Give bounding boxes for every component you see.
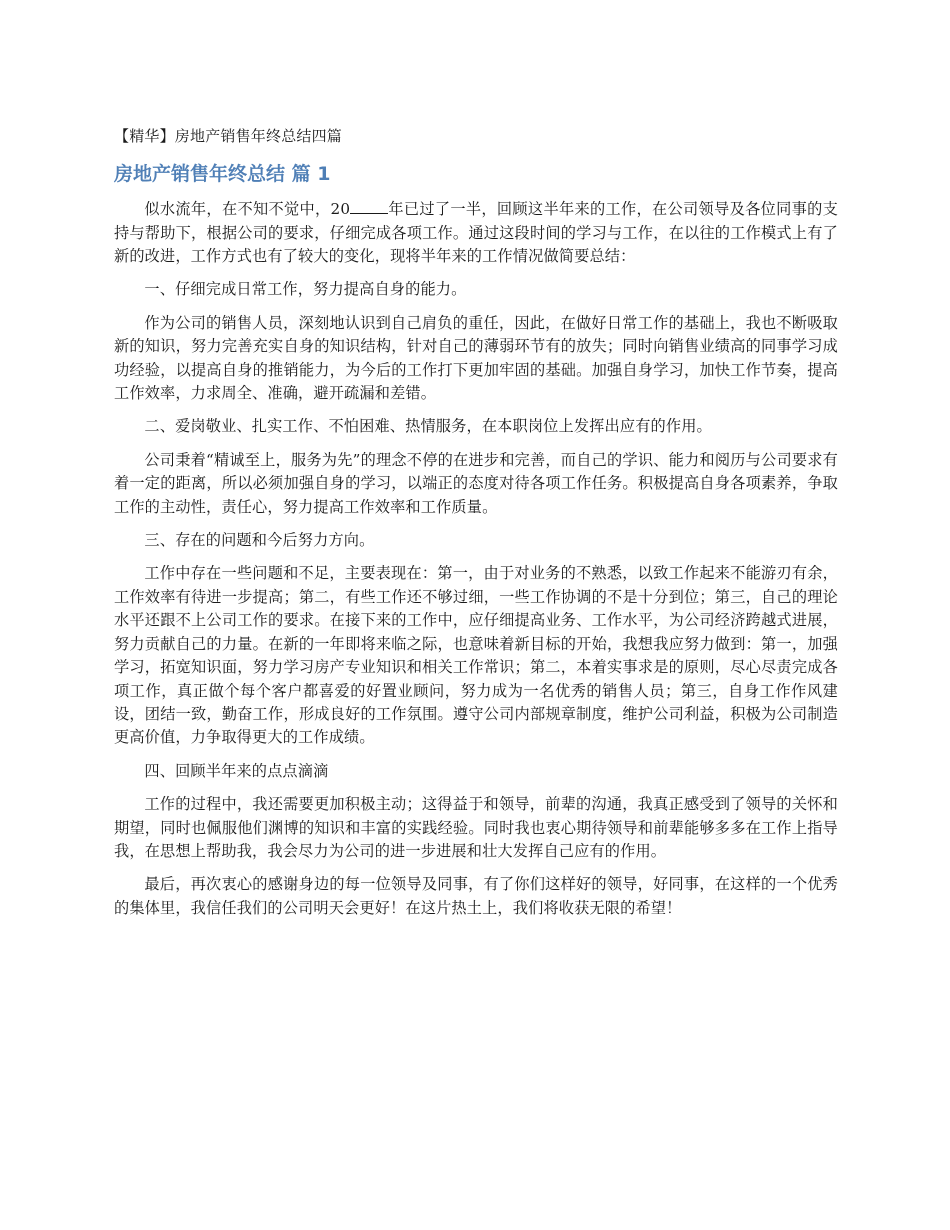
paragraph-body: 作为公司的销售人员，深刻地认识到自己肩负的重任，因此，在做好日常工作的基础上，我也不断吸取新的知识，努力完善充实自身的知识结构，针对自己的薄弱环节有的放失；同时向销售业绩高的同事学习成功经验，以提高自身的推销能力，为今后的工作打下更加牢固的基础。加强自身学习，加快工作节奏，提高工作效率，力求周全、准确，避开疏漏和差错。 — [114, 313, 838, 403]
heading-item-3: 三、存在的问题和今后努力方向。 — [144, 531, 375, 550]
paragraph-intro-start: 似水流年，在不知不觉中，20 — [144, 200, 351, 219]
section-heading: 房地产销售年终总结 篇 1 — [114, 163, 331, 185]
paragraph-body: 工作的过程中，我还需要更加积极主动；这得益于和领导，前辈的沟通，我真正感受到了领导的关怀和期望，同时也佩服他们渊博的知识和丰富的实践经验。同时我也衷心期待领导和前辈能够多多在工作上指导我，在思想上帮助我，我会尽力为公司的进一步进展和壮大发挥自己应有的作用。 — [114, 795, 838, 860]
heading-item-1: 一、仔细完成日常工作，努力提高自身的能力。 — [144, 280, 467, 299]
paragraph-body: 工作中存在一些问题和不足，主要表现在：第一，由于对业务的不熟悉，以致工作起来不能游刃有余，工作效率有待进一步提高；第二，有些工作还不够过细，一些工作协调的不是十分到位；第三，自己的理论水平还跟不上公司工作的要求。在接下来的工作中，应仔细提高业务、工作水平，为公司经济跨越式进展，努力贡献自己的力量。在新的一年即将来临之际，也意味着新目标的开始，我想我应努力做到：第一，加强学习，拓宽知识面，努力学习房产专业知识和相关工作常识；第二，本着实事求是的原则，尽心尽责完成各项工作，真正做个每个客户都喜爱的好置业顾问，努力成为一名优秀的销售人员；第三，自身工作作风建设，团结一致，勤奋工作，形成良好的工作氛围。遵守公司内部规章制度，维护公司利益，积极为公司制造更高价值，力争取得更大的工作成绩。 — [114, 564, 838, 747]
document-title: 【精华】房地产销售年终总结四篇 — [114, 127, 343, 145]
paragraph-closing: 最后，再次衷心的感谢身边的每一位领导及同事，有了你们这样好的领导，好同事，在这样的一个优秀的集体里，我信任我们的公司明天会更好！在这片热土上，我们将收获无限的希望！ — [114, 875, 838, 917]
document-page — [114, 124, 838, 930]
heading-item-2: 二、爱岗敬业、扎实工作、不怕困难、热情服务，在本职岗位上发挥出应有的作用。 — [144, 417, 712, 436]
paragraph-body: 公司秉着“精诚至上，服务为先”的理念不停的在进步和完善，而自己的学识、能力和阅历与公司要求有着一定的距离，所以必须加强自身的学习，以端正的态度对待各项工作任务。积极提高自身各项素养，争取工作的主动性，责任心，努力提高工作效率和工作质量。 — [114, 450, 838, 516]
heading-item-4: 四、回顾半年来的点点滴滴 — [144, 761, 329, 780]
year-blank — [350, 198, 388, 214]
paragraph-intro-end: 年已过了一半，回顾这半年来的工作，在公司领导及各位同事的支持与帮助下，根据公司的要求，仔细完成各项工作。通过这段时间的学习与工作，在以往的工作模式上有了新的改进，工作方式也有了较大的变化，现将半年来的工作情况做简要总结： — [114, 200, 838, 265]
paragraph-intro — [114, 198, 838, 268]
